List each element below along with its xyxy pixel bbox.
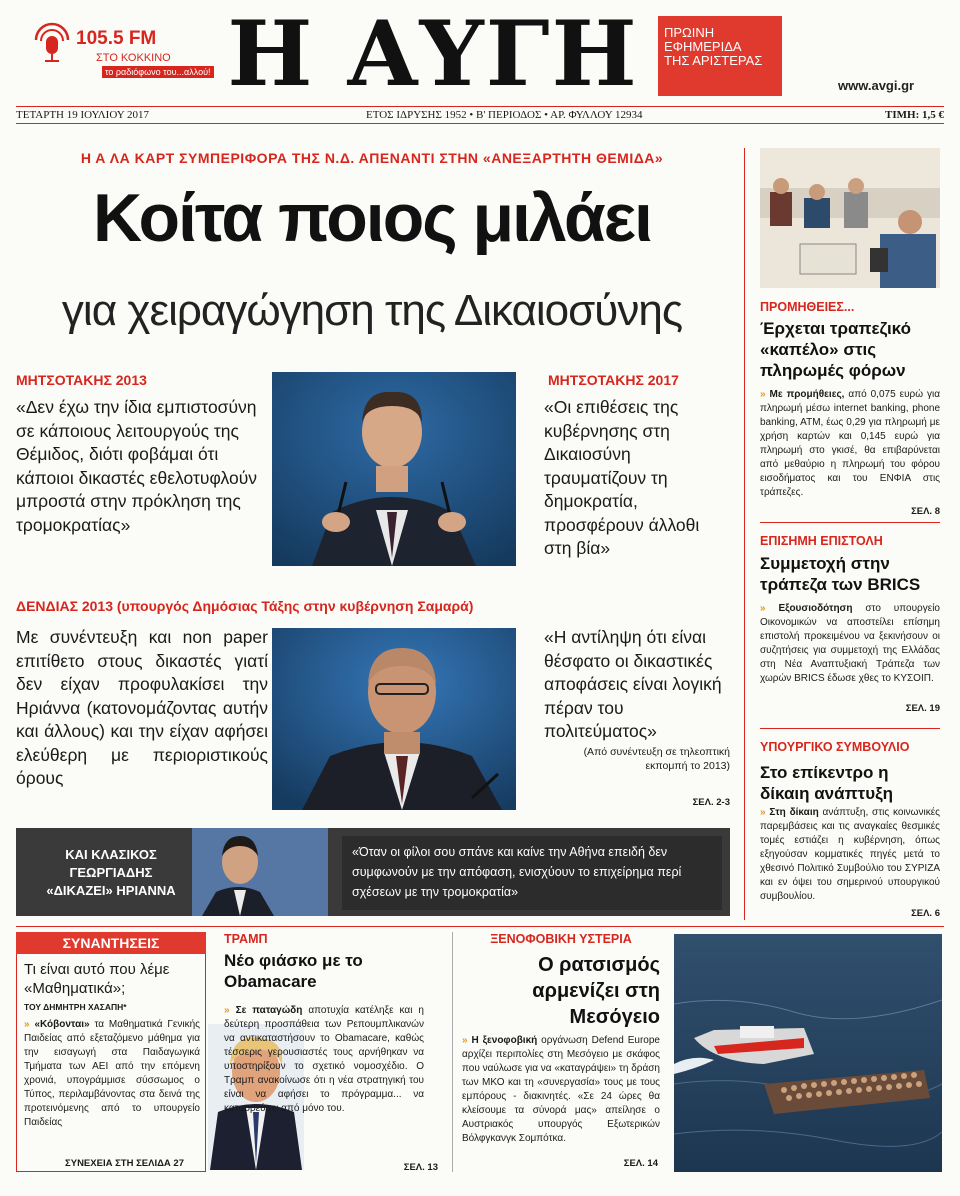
lead-page-ref[interactable]: ΣΕΛ. 2-3	[692, 797, 730, 808]
xeno-label: ΞΕΝΟΦΟΒΙΚΗ ΥΣΤΕΡΙΑ	[490, 932, 632, 946]
radio-slogan: το ραδιόφωνο του...αλλού!	[102, 66, 214, 78]
band-label-line: ΚΑΙ ΚΛΑΣΙΚΟΣ	[65, 847, 157, 862]
sidebar-2-headline[interactable]: Συμμετοχή στην τράπεζα των BRICS	[760, 554, 921, 594]
meetings-author: ΤΟΥ ΔΗΜΗΤΡΗ ΧΑΣΑΠΗ*	[24, 1002, 127, 1012]
sidebar-1-lead: Με προμήθειες,	[769, 389, 845, 400]
bullet-icon: »	[760, 389, 770, 400]
right-quote-label: ΜΗΤΣΟΤΑΚΗΣ 2017	[548, 372, 679, 388]
xeno-text: οργάνωση Defend Europe αρχίζει περιπολίες στη Μεσόγειο με σκάφος που ναύλωσε για να «καταγράψει» τη δράση των ΜΚΟ και τη «συνεργασία» τους με τους εμπόρους - διακινητές. «Σε 24 ώρες θα κλείσουμε τα σύνορά μας» απείλησε ο Αυστριακός υπουργός Εξωτερικών Βόλφγκανγκ Σομπότκα.	[462, 1035, 660, 1144]
lead-headline[interactable]: Κοίτα ποιος μιλάει	[93, 180, 651, 256]
sidebar-1-label: ΠΡΟΜΗΘΕΙΕΣ...	[760, 300, 855, 314]
bullet-icon: »	[24, 1019, 35, 1030]
sidebar-3-lead: Στη δίκαιη	[769, 807, 819, 818]
sidebar-3-label: ΥΠΟΥΡΓΙΚΟ ΣΥΜΒΟΥΛΙΟ	[760, 740, 910, 754]
bullet-icon: »	[760, 807, 770, 818]
sea-rescue-photo	[674, 934, 942, 1172]
meetings-headline[interactable]: Τι είναι αυτό που λέμε «Μαθηματικά»;	[24, 961, 170, 997]
lead-kicker: Η Α ΛΑ ΚΑΡΤ ΣΥΜΠΕΡΙΦΟΡΑ ΤΗΣ Ν.Δ. ΑΠΕΝΑΝΤΙ ΣΤΗΝ «ΑΝΕΞΑΡΤΗΤΗ ΘΕΜΙΔΑ»	[80, 150, 664, 166]
trump-body	[224, 1004, 424, 1116]
column-divider	[452, 932, 453, 1172]
microphone-icon	[32, 22, 72, 66]
trump-headline[interactable]: Νέο φιάσκο με το Obamacare	[224, 951, 363, 991]
sidebar-1-body	[760, 388, 940, 500]
dendias-photo	[272, 628, 516, 810]
meetings-lead: «Κόβονται»	[34, 1019, 90, 1030]
sidebar-divider	[744, 148, 745, 920]
tagline-line: ΤΗΣ ΑΡΙΣΤΕΡΑΣ	[664, 53, 763, 68]
trump-label: ΤΡΑΜΠ	[224, 932, 268, 946]
dendias-label: ΔΕΝΔΙΑΣ 2013 (υπουργός Δημόσιας Τάξης στην κυβέρνηση Σαμαρά)	[16, 598, 474, 614]
left-quote: «Δεν έχω την ίδια εμπιστοσύνη σε κάποιους λειτουργούς της Θέμιδος, διότι φοβάμαι ότι κάποιοι δικαστές εθελοτυφλούν μπροστά στην πρόκληση της τρομοκρατίας»	[16, 397, 258, 535]
lead-subhead: για χειραγώγηση της Δικαιοσύνης	[61, 286, 683, 335]
trump-lead: Σε παταγώδη	[235, 1005, 303, 1016]
dateline	[16, 106, 944, 124]
dendias-left-text: Με συνέντευξη και non paper επιτίθετο στους δικαστές γιατί δεν είχαν προφυλακίσει την Ηριάννα (κατονομάζοντας αυτήν και άλλους) και την είχαν αφήσει ελεύθερη με περιοριστικούς όρους	[16, 627, 268, 788]
sidebar-3-ref[interactable]: ΣΕΛ. 6	[911, 908, 940, 919]
bullet-icon: »	[760, 603, 779, 614]
left-quote-label: ΜΗΤΣΟΤΑΚΗΣ 2013	[16, 372, 147, 388]
tagline-line: ΕΦΗΜΕΡΙΔΑ	[664, 39, 742, 54]
radio-frequency: 105.5 FM	[76, 28, 157, 49]
bullet-icon: »	[224, 1005, 236, 1016]
band-label-line: ΓΕΩΡΓΙΑΔΗΣ	[69, 865, 153, 880]
sidebar-3-text: ανάπτυξη, στις κοινωνικές παρεμβάσεις και τις αναγκαίες θεσμικές τομές εστιάζει η κυβέρνηση, όπως εξηγούσαν κομματικές πηγές μετά το χθεσινό Πολιτικό Συμβούλιο του ΣΥΡΙΖΑ και εν όψει του σημερινού υπουργικού συμβουλίου.	[760, 807, 940, 902]
meetings-label: ΣΥΝΑΝΤΗΣΕΙΣ	[16, 932, 206, 954]
divider	[760, 728, 940, 729]
dendias-source: (Από συνέντευξη σε τηλεοπτική εκπομπή το 2013)	[583, 746, 730, 772]
sidebar-3-body	[760, 806, 940, 904]
sidebar-1-ref[interactable]: ΣΕΛ. 8	[911, 506, 940, 517]
xeno-lead: Η ξενοφοβική	[471, 1035, 538, 1046]
bottom-divider	[16, 926, 944, 927]
radio-name: ΣΤΟ ΚΟΚΚΙΝΟ	[96, 52, 171, 64]
divider	[760, 522, 940, 523]
sidebar-1-headline[interactable]: Έρχεται τραπεζικό «καπέλο» στις πληρωμές φόρων	[760, 319, 911, 380]
price: ΤΙΜΗ: 1,5 €	[885, 109, 944, 121]
xeno-headline[interactable]: Ο ρατσισμός αρμενίζει στη Μεσόγειο	[532, 954, 660, 1028]
bullet-icon: »	[462, 1035, 472, 1046]
sidebar-3-headline[interactable]: Στο επίκεντρο η δίκαιη ανάπτυξη	[760, 763, 894, 803]
tagline-box	[658, 16, 782, 96]
bank-photo	[760, 148, 940, 288]
meetings-text: τα Μαθηματικά Γενικής Παιδείας από εξεταζόμενο μάθημα για την εισαγωγή στα Παιδαγωγικά Τμήματα των ΑΕΙ από την επόμενη χρονιά, υπογράμμισε σύσσωμος ο Τύπος, περιλαμβάνοντας στα δεινά της προτεινόμενης από το υπουργείο Παιδείας	[24, 1019, 200, 1128]
trump-text: αποτυχία κατέληξε και η δεύτερη προσπάθεια των Ρεπουμπλικανών να αντικαταστήσουν το Obamacare, καθώς τέσσερις γερουσιαστές τους αρνήθηκαν να υποστηρίξουν το σχετικό νομοσχέδιο. Ο Τραμπ ανακοίνωσε ότι η νέα στρατηγική του είναι να αφήσει το πρόγραμμα... να καταρρεύσει από μόνο του.	[224, 1005, 424, 1114]
xeno-body	[462, 1034, 660, 1146]
mitsotakis-photo	[272, 372, 516, 566]
band-label	[36, 846, 186, 900]
issue-date: ΤΕΤΑΡΤΗ 19 ΙΟΥΛΙΟΥ 2017	[16, 109, 150, 121]
sidebar-2-text: στο υπουργείο Οικονομικών να αποστείλει επίσημη επιστολή προκειμένου να ξεκινήσουν οι συζητήσεις για συμμετοχή της Ελλάδας στη Νέα Αναπτυξιακή Τράπεζα των χωρών BRICS έδωσε χθες το ΚΥΣΟΙΠ.	[760, 603, 940, 684]
dendias-right-quote: «Η αντίληψη ότι είναι θέσφατο οι δικαστικές αποφάσεις είναι λογική πέραν του πολιτεύματος»	[544, 627, 722, 741]
meetings-body	[24, 1018, 200, 1130]
issue-info: ΕΤΟΣ ΙΔΡΥΣΗΣ 1952 • Β' ΠΕΡΙΟΔΟΣ • ΑΡ. ΦΥΛΛΟΥ 12934	[366, 109, 643, 121]
sidebar-2-body	[760, 602, 940, 686]
band-label-line: «ΔΙΚΑΖΕΙ» ΗΡΙΑΝΝΑ	[46, 883, 176, 898]
newspaper-title: Η ΑΥΓΗ	[227, 1, 639, 107]
sidebar-2-label: ΕΠΙΣΗΜΗ ΕΠΙΣΤΟΛΗ	[760, 534, 883, 548]
sidebar-1-text: από 0,075 ευρώ για πληρωμή μέσω internet banking, phone banking, ATM, έως 0,29 για πληρωμή με χρήση καρτών και 0,145 ευρώ για πληρωμή στο γκισέ, θα επιβαρύνεται από μεθαύριο η πληρωμή του φόρου εισοδήματος και του ΕΝΦΙΑ στις τράπεζες.	[760, 389, 941, 498]
xeno-ref[interactable]: ΣΕΛ. 14	[623, 1158, 658, 1169]
sidebar-2-lead: Εξουσιοδότηση	[778, 603, 853, 614]
sidebar-2-ref[interactable]: ΣΕΛ. 19	[905, 703, 940, 714]
trump-ref[interactable]: ΣΕΛ. 13	[403, 1162, 438, 1173]
website-link[interactable]: www.avgi.gr	[838, 78, 915, 93]
right-quote: «Οι επιθέσεις της κυβέρνησης στη Δικαιοσύνη τραυματίζουν τη δημοκρατία, προσφέρουν άλλοθι στη βία»	[544, 397, 700, 558]
band-quote: «Όταν οι φίλοι σου σπάνε και καίνε την Αθήνα επειδή δεν συμφωνούν με την απόφαση, ενισχύουν το επιχείρημα περί σχέσεων με την τρομοκρατία»	[342, 836, 722, 910]
tagline-line: ΠΡΩΙΝΗ	[664, 25, 715, 40]
radio-logo	[32, 18, 211, 78]
meetings-continue[interactable]: ΣΥΝΕΧΕΙΑ ΣΤΗ ΣΕΛΙΔΑ 27	[65, 1158, 184, 1169]
georgiadis-photo	[192, 828, 328, 916]
